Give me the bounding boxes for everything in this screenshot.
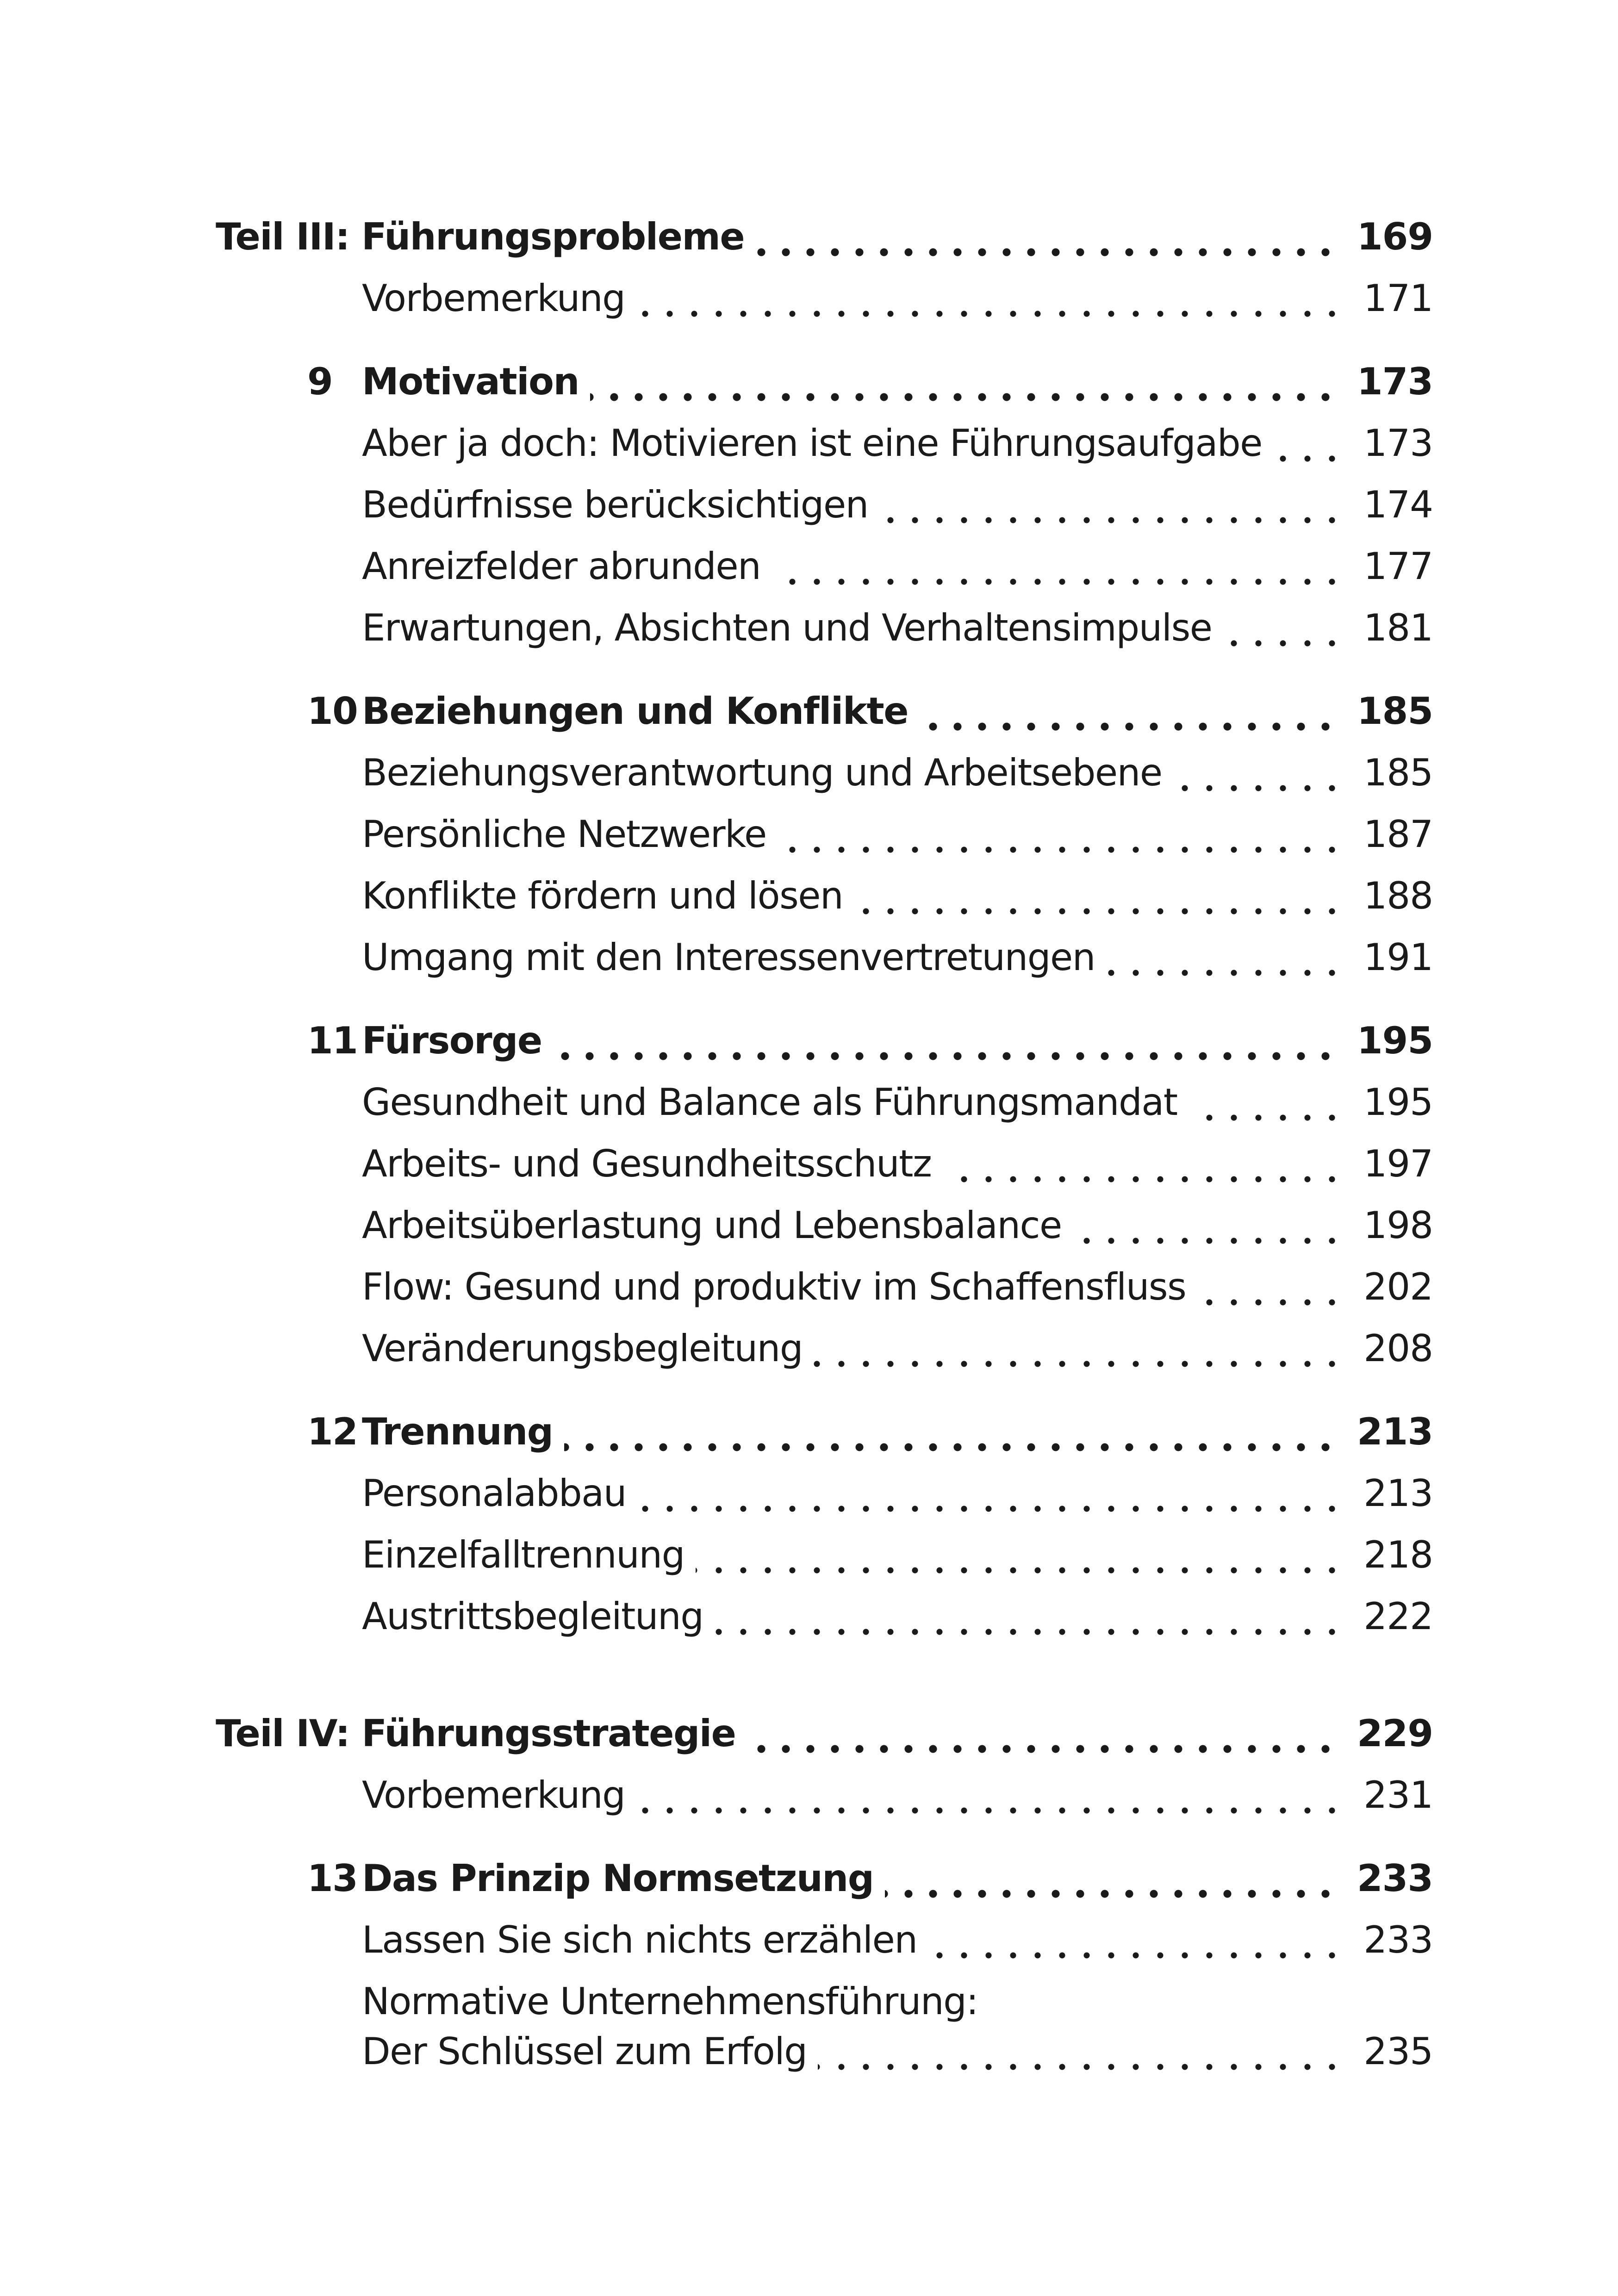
toc-entry-section-line [0,1974,1618,2029]
toc-entry-title: Beziehungen und Konflikte [362,690,909,733]
toc-entry-title: Aber ja doch: Motivieren ist eine Führungsaufgabe [362,422,1262,465]
toc-entry-page: 177 [1363,545,1433,588]
toc-entry-title: Umgang mit den Interessenvertretungen [362,936,1095,979]
toc-leader-dots [778,846,1352,854]
toc-entry-section [0,930,1618,985]
toc-leader-dots [553,1052,1346,1060]
toc-leader-dots [636,1806,1352,1815]
toc-leader-dots [814,1360,1352,1368]
toc-entry-page: 191 [1363,936,1433,979]
toc-entry-chapter [0,1404,1618,1460]
toc-entry-title: Gesundheit und Balance als Führungsmandat [362,1081,1177,1124]
toc-chapter-number: 10 [307,690,358,733]
toc-chapter-number: 9 [307,360,333,403]
toc-leader-dots [637,1505,1352,1513]
toc-entry-page: 231 [1363,1773,1433,1817]
toc-leader-dots [715,1628,1352,1636]
toc-entry-chapter [0,1851,1618,1906]
toc-leader-dots [1173,784,1352,792]
toc-leader-dots [879,516,1352,524]
toc-entry-section [0,1527,1618,1583]
toc-entry-title: Vorbemerkung [362,1773,625,1817]
toc-entry-section [0,2024,1618,2079]
toc-entry-title: Veränderungsbegleitung [362,1327,803,1370]
toc-entry-page: 208 [1363,1327,1433,1370]
toc-entry-title: Das Prinzip Normsetzung [362,1857,874,1900]
toc-entry-title: Erwartungen, Absichten und Verhaltensimpulse [362,606,1212,649]
toc-entry-section [0,1198,1618,1253]
toc-entry-page: 169 [1357,215,1433,258]
toc-entry-title: Anreizfelder abrunden [362,545,761,588]
toc-entry-chapter [0,354,1618,410]
toc-entry-title: Arbeits- und Gesundheitsschutz [362,1142,932,1185]
toc-entry-title: Vorbemerkung [362,277,625,320]
toc-entry-section [0,416,1618,471]
toc-entry-page: 233 [1363,1918,1433,1961]
toc-entry-page: 185 [1357,690,1433,733]
toc-entry-section [0,1259,1618,1315]
toc-entry-page: 195 [1363,1081,1433,1124]
toc-entry-title: Einzelfalltrennung [362,1533,685,1576]
toc-entry-page: 195 [1357,1019,1433,1062]
toc-entry-section [0,1321,1618,1376]
toc-entry-page: 181 [1363,606,1433,649]
toc-entry-page: 218 [1363,1533,1433,1576]
toc-entry-section [0,539,1618,594]
toc-entry-title: Normative Unternehmensführung: [362,1980,978,2023]
toc-entry-title: Fürsorge [362,1019,542,1062]
toc-entry-title: Bedürfnisse berücksichtigen [362,483,868,526]
toc-entry-section [0,1136,1618,1192]
toc-leader-dots [854,907,1352,915]
toc-chapter-number: 11 [307,1019,358,1062]
toc-entry-page: 229 [1357,1712,1433,1755]
toc-entry-page: 213 [1357,1410,1433,1453]
toc-entry-section [0,1075,1618,1130]
toc-leader-dots [772,578,1352,586]
toc-entry-section [0,868,1618,924]
toc-leader-dots [1189,1114,1352,1122]
toc-entry-title: Persönliche Netzwerke [362,813,766,856]
toc-leader-dots [755,248,1346,256]
toc-entry-page: 174 [1363,483,1433,526]
toc-entry-page: 173 [1357,360,1433,403]
toc-leader-dots [1106,969,1352,977]
toc-entry-page: 173 [1363,422,1433,465]
toc-leader-dots [885,1890,1346,1898]
toc-entry-section [0,271,1618,326]
toc-chapter-number: 13 [307,1857,358,1900]
toc-entry-title: Personalabbau [362,1472,626,1515]
toc-entry-title: Austrittsbegleitung [362,1595,703,1638]
toc-entry-part [0,1706,1618,1761]
toc-entry-title: Motivation [362,360,579,403]
toc-entry-page: 235 [1363,2030,1433,2073]
toc-leader-dots [1197,1298,1352,1307]
toc-leader-dots [696,1566,1352,1574]
toc-entry-section [0,600,1618,656]
toc-entry-title: Flow: Gesund und produktiv im Schaffensfluss [362,1265,1186,1308]
toc-leader-dots [1073,1237,1352,1245]
toc-entry-section [0,1466,1618,1521]
toc-entry-page: 198 [1363,1204,1433,1247]
toc-leader-dots [919,722,1346,731]
toc-leader-dots [747,1745,1346,1753]
toc-leader-dots [928,1951,1352,1960]
toc-entry-section [0,807,1618,862]
toc-entry-section [0,1767,1618,1823]
toc-entry-page: 187 [1363,813,1433,856]
toc-entry-page: 202 [1363,1265,1433,1308]
toc-entry-title: Arbeitsüberlastung und Lebensbalance [362,1204,1062,1247]
toc-entry-page: 233 [1357,1857,1433,1900]
toc-entry-chapter [0,1013,1618,1069]
toc-entry-section [0,477,1618,533]
toc-entry-page: 188 [1363,874,1433,917]
toc-leader-dots [943,1175,1352,1183]
toc-leader-dots [1223,639,1352,647]
toc-entry-title: Trennung [362,1410,553,1453]
toc-entry-title: Der Schlüssel zum Erfolg [362,2030,807,2073]
toc-entry-section [0,1912,1618,1968]
toc-entry-title: Beziehungsverantwortung und Arbeitsebene [362,751,1162,794]
toc-entry-section [0,745,1618,801]
toc-leader-dots [564,1443,1346,1451]
toc-leader-dots [636,310,1352,318]
toc-entry-page: 185 [1363,751,1433,794]
toc-chapter-number: 12 [307,1410,358,1453]
toc-entry-section [0,1589,1618,1644]
toc-entry-page: 171 [1363,277,1433,320]
toc-entry-title: Konflikte fördern und lösen [362,874,843,917]
toc-entry-title: Lassen Sie sich nichts erzählen [362,1918,917,1961]
toc-entry-page: 213 [1363,1472,1433,1515]
toc-leader-dots [1273,454,1352,463]
toc-entry-page: 197 [1363,1142,1433,1185]
toc-entry-part [0,209,1618,265]
toc-leader-dots [818,2063,1352,2071]
toc-entry-title: Teil III: Führungsprobleme [216,215,745,258]
toc-entry-title: Teil IV: Führungsstrategie [216,1712,736,1755]
toc-entry-page: 222 [1363,1595,1433,1638]
toc-leader-dots [590,393,1346,401]
toc-entry-chapter [0,684,1618,739]
